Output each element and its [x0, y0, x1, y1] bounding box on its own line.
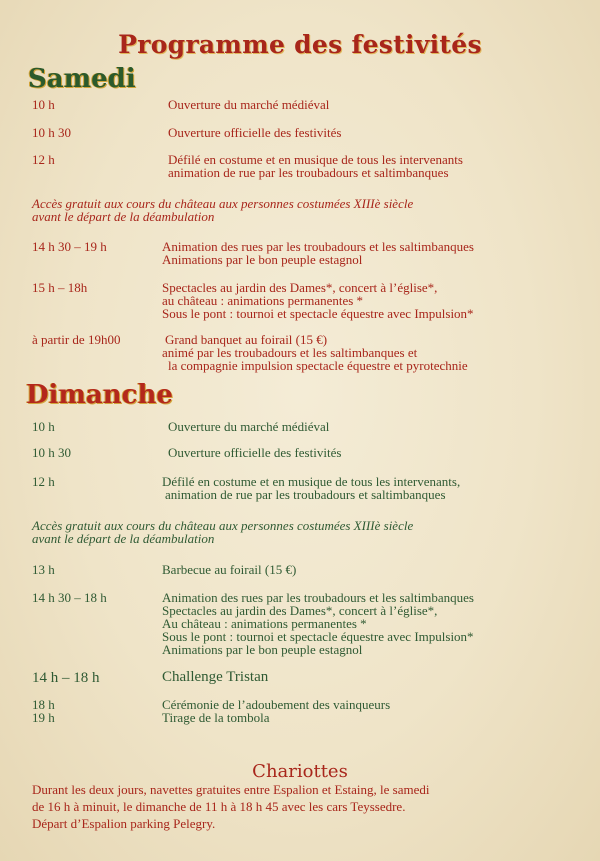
time-label: 19 h: [32, 710, 55, 725]
event-text: Animations par le bon peuple estagnol: [162, 252, 363, 267]
access-note: Accès gratuit aux cours du château aux personnes costumées XIIIè siècle: [32, 196, 414, 211]
event-text: animé par les troubadours et les saltimbanques et: [162, 345, 418, 360]
time-label: à partir de 19h00: [32, 332, 121, 347]
event-text: animation de rue par les troubadours et saltimbanques: [165, 487, 446, 502]
event-text: Défilé en costume et en musique de tous les intervenants,: [162, 474, 461, 489]
page-title: Programme des festivités: [118, 30, 482, 59]
event-text: Sous le pont : tournoi et spectacle équestre avec Impulsion*: [162, 629, 474, 644]
event-text: Au château : animations permanentes *: [162, 616, 367, 631]
shuttle-heading: Chariottes: [252, 761, 348, 782]
event-text: Cérémonie de l’adoubement des vainqueurs: [162, 697, 391, 712]
shuttle-text: Durant les deux jours, navettes gratuites entre Espalion et Estaing, le samedi: [32, 782, 430, 797]
event-text: Spectacles au jardin des Dames*, concert à l’église*,: [162, 603, 438, 618]
access-note: avant le départ de la déambulation: [32, 531, 215, 546]
time-label: 10 h: [32, 419, 55, 434]
shuttle-text: de 16 h à minuit, le dimanche de 11 h à 18 h 45 avec les cars Teyssedre.: [32, 799, 406, 814]
event-text: au château : animations permanentes *: [162, 293, 364, 308]
event-text: Sous le pont : tournoi et spectacle équestre avec Impulsion*: [162, 306, 474, 321]
access-note: Accès gratuit aux cours du château aux personnes costumées XIIIè siècle: [32, 518, 414, 533]
event-text: Animation des rues par les troubadours et les saltimbanques: [162, 239, 474, 254]
access-note: avant le départ de la déambulation: [32, 209, 215, 224]
time-label: 18 h: [32, 697, 55, 712]
time-label: 12 h: [32, 152, 55, 167]
time-label: 15 h – 18h: [32, 280, 88, 295]
event-text: Ouverture du marché médiéval: [168, 97, 330, 112]
event-text: la compagnie impulsion spectacle équestre et pyrotechnie: [168, 358, 468, 373]
event-text: Ouverture officielle des festivités: [168, 445, 342, 460]
event-text: Animation des rues par les troubadours et les saltimbanques: [162, 590, 474, 605]
event-text: Barbecue au foirail (15 €): [162, 562, 297, 577]
time-label: 14 h – 18 h: [32, 670, 100, 686]
time-label: 10 h 30: [32, 445, 71, 460]
event-text: animation de rue par les troubadours et saltimbanques: [168, 165, 449, 180]
event-text: Animations par le bon peuple estagnol: [162, 642, 363, 657]
saturday-heading: Samedi: [28, 64, 136, 94]
event-text: Tirage de la tombola: [162, 710, 270, 725]
time-label: 10 h: [32, 97, 55, 112]
time-label: 13 h: [32, 562, 55, 577]
event-text: Défilé en costume et en musique de tous les intervenants: [168, 152, 463, 167]
event-text: Grand banquet au foirail (15 €): [165, 332, 328, 347]
sunday-heading: Dimanche: [26, 380, 173, 410]
time-label: 14 h 30 – 19 h: [32, 239, 107, 254]
time-label: 14 h 30 – 18 h: [32, 590, 107, 605]
time-label: 12 h: [32, 474, 55, 489]
time-label: 10 h 30: [32, 125, 71, 140]
event-text: Ouverture du marché médiéval: [168, 419, 330, 434]
event-text: Challenge Tristan: [162, 669, 269, 685]
event-text: Ouverture officielle des festivités: [168, 125, 342, 140]
event-text: Spectacles au jardin des Dames*, concert à l’église*,: [162, 280, 438, 295]
shuttle-text: Départ d’Espalion parking Pelegry.: [32, 816, 216, 831]
